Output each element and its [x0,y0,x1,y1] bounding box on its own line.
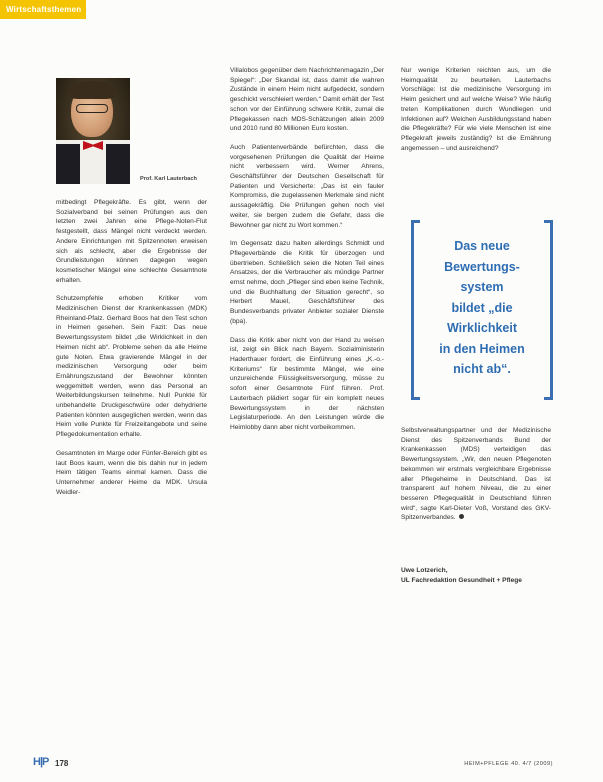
quote-line: system [460,280,504,294]
quote-line: nicht ab“. [453,362,511,376]
author-role: UL Fachredaktion Gesundheit + Pflege [401,576,522,584]
photo-jacket-left [56,144,80,184]
quote-line: Das neue [454,239,510,253]
paragraph: Auch Patientenverbände befürchten, dass die vorgesehenen Prüfungen die Qualität der Heime nicht verbessern wird. Werner Ahrens, Geschäftsführer der Deutschen Gesellschaft für Patienten und Versicherte: „Das ist ein fauler Kompromiss, die zugelassenen Merkmale sind nicht aussagekräftig. Die Prüfungen gehen noch viel weiter, sie bergen zudem die Gefahr, dass die Bewohner gar nicht zu Wort kommen.“ [230,143,384,229]
article-column-2 [230,66,384,442]
paragraph: Villalobos gegenüber dem Nachrichtenmagazin „Der Spiegel“: „Der Skandal ist, dass damit die wahren Zustände in einem Heim nicht aufgedeckt, sondern geschickt verschleiert werden.“ Damit erhält der Test schon vor der Einführung schwere Kritik, zumal die Pflegekassen nach MDS-Schätzungen allein 2009 und 2010 rund 80 Millionen Euro kosten. [230,67,384,133]
paragraph [401,426,551,523]
pull-quote [411,220,553,400]
paragraph-text: Selbstverwaltungspartner und der Medizinische Dienst des Spitzenverbands Bund der Krankenkassen (MDS) verteidigen das Bewertungssystem. „Wir, den neuen Pflegenoten bekommen wir erstmals vergleichbare Ergebnisse aller Pflegeheime in Deutschland. Das ist transparent auf hohem Niveau, die zu einer besseren Pflegequalität in Deutschland führen wird“, sagte Karl-Dieter Voß, Vorstand des GKV-Spitzenverbandes. [401,427,551,522]
author-credit [401,566,561,585]
paragraph: Dass die Kritik aber nicht von der Hand zu weisen ist, zeigt ein Blick nach Bayern. Sozialministerin Haderthauer fordert, die Einführung eines „K.-o.-Kriteriums“ für bestimmte Mängel, wie eine unzureichende Flüssigkeitsversorgung, müsse zu sofort einer Gesamtnote Fünf führen. Prof. Lauterbach plädiert sogar für ein komplett neues Bewertungssystem in der nächsten Legislaturperiode. An den Leistungen würde die Heimlobby dann aber nicht vorbeikommen. [230,336,384,431]
photo-jacket-right [106,144,130,184]
photo-hair [69,81,115,99]
quote-line: in den Heimen [439,341,525,356]
section-tag: Wirtschaftsthemen [0,0,86,19]
pull-quote-text [423,236,541,380]
paragraph: Im Gegensatz dazu halten allerdings Schmidt und Pflegeverbände die Kritik für überzogen und übertrieben. Schließlich seien die Noten Teil eines Ansatzes, der die Verbraucher als mündige Partner ernst nehme, doch „Pfleger sind eben keine Technik, und die Buchhaltung der Situation gerecht“, so Herbert Mauel, Geschäftsführer des Bundesverbands privater Anbieter sozialer Dienste (bpa). [230,240,384,325]
paragraph: Schutzempfehle erhoben Kritiker vom Medizinischen Dienst der Krankenkassen (MDK) Rheinland-Pfalz. Gerhard Boos hat den Test schon in Heimen gesehen. Sein Fazit: Das neue Bewertungssystem bildet „die Wirklichkeit in den Heimen nicht ab“. Probleme sehen da alle Heime gute Noten. Etwa gravierende Mängel in der medizinischen Versorgung oder beim Ernährungszustand der Bewohner könnten weggemittelt werden, wenn das Personal an Weiterbildungskursen teilnehme. Null Punkte für unbehandelte Druckgeschwüre oder dehydrierte Patienten könnten ausgeglichen werden, wenn das Heim volle Punkte für Freizeitangebote und seine Pflegedokumentation erhalte. [56,295,207,439]
quote-line: Wirklichkeit [446,321,518,335]
article-column-3-top [401,66,551,162]
publication-issue: HEIM+PFLEGE 40. 4/7 (2009) [464,761,553,767]
article-column-1 [56,198,207,506]
author-name: Uwe Lotzerich, [401,567,448,574]
paragraph: mitbedingt Pflegekräfte. Es gibt, wenn der Sozialverband bei seinen Prüfungen aus den letzten zwei Jahren eine Pflege-Noten-Flut festgestellt, dass Mängel nicht verdeckt werden. Andere Einrichtungen mit Spitzennoten erweisen sich als schlecht, aber die Ergebnisse der Grundleistungen können dagegen wegen kosmetischer Mängel eine schlechte Gesamtnote erhalten. [56,199,207,284]
paragraph: Nur wenige Kriterien reichten aus, um die Heimqualität zu beurteilen. Lauterbachs Vorschläge: Ist die medizinische Versorgung im Heim gesichert und auf welche Weise? Wie häufig treten Komplikationen durch Wundliegen und Infektionen auf? Welchen Ausbildungsstand haben die Pflegekräfte? Für wie viele Menschen ist eine Pflegekraft jeweils zuständig? Ist die Ernährung angemessen – und ausreichend? [401,67,551,152]
quote-bracket-left [411,220,420,400]
quote-line: Bewertungs- [444,259,520,274]
paragraph: Gesamtnoten im Marge oder Fünfer-Bereich gibt es laut Boos kaum, wenn die bis dahin nur in jedem Heim tätigen Teams einmal kamen. Dass die Unternehmer anderer Heime da MDK. Ursula Weidler- [56,449,207,496]
author-portrait-photo [56,78,130,184]
end-mark-icon [459,514,464,519]
quote-line: bildet „die [451,300,513,315]
article-column-3-bottom [401,426,551,532]
publication-logo-icon: H|P [33,756,49,768]
quote-bracket-right [544,220,553,400]
photo-glasses [76,104,108,113]
photo-caption: Prof. Karl Lauterbach [140,176,197,182]
page-number: 178 [55,759,69,768]
